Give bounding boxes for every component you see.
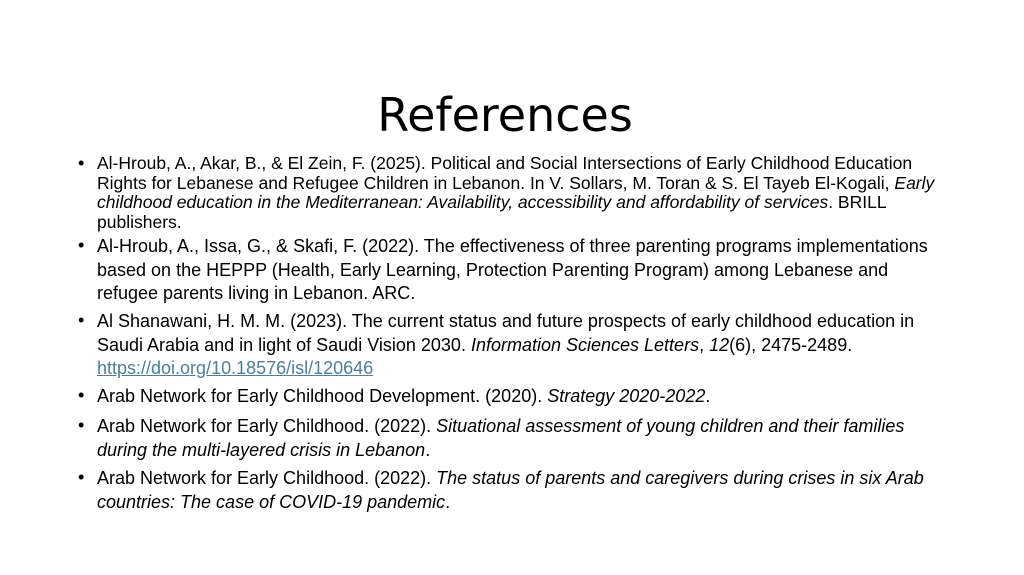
reference-text: Arab Network for Early Childhood. (2022). The status of parents and caregivers during crises in six Arab countries: The case of COVID-19 pandemic. <box>97 468 924 512</box>
bullet-icon: • <box>78 385 85 405</box>
reference-document-title: Situational assessment of young children and their families during the multi-layered crisis in Lebanon <box>97 416 905 460</box>
reference-volume: 12 <box>709 334 730 355</box>
reference-text: Al-Hroub, A., Issa, G., & Skafi, F. (2022). The effectiveness of three parenting programs implementations based on the HEPPP (Health, Early Learning, Protection Parenting Program) among Lebanese and refugee parents living in Lebanon. ARC. <box>97 236 928 303</box>
reference-text: Arab Network for Early Childhood Development. (2020). Strategy 2020-2022. <box>97 386 711 406</box>
doi-link[interactable]: https://doi.org/10.18576/isl/120646 <box>97 358 374 378</box>
reference-document-title: The status of parents and caregivers during crises in six Arab countries: The case of COVID-19 pandemic <box>97 468 924 512</box>
bullet-icon: • <box>78 415 85 435</box>
bullet-icon: • <box>78 467 85 487</box>
reference-document-title: Strategy 2020-2022 <box>547 386 706 406</box>
reference-text: Arab Network for Early Childhood. (2022). Situational assessment of young children and their families during the multi-layered crisis in Lebanon. <box>97 416 905 460</box>
reference-text: Al Shanawani, H. M. M. (2023). The current status and future prospects of early childhood education in Saudi Arabia and in light of Saudi Vision 2030. Information Sciences Letters, 12(6), 2475-2489. https://doi.org/10.18576/isl/120646 <box>97 311 915 378</box>
bullet-icon: • <box>78 153 85 173</box>
reference-book-title: Early childhood education in the Mediterranean: Availability, accessibility and affordability of services <box>97 172 935 212</box>
reference-text: Al-Hroub, A., Akar, B., & El Zein, F. (2025). Political and Social Intersections of Early Childhood Education Rights for Lebanese and Refugee Children in Lebanon. In V. Sollars, M. Toran & S. El Tayeb El-Kogali, Early childhood education in the Mediterranean: Availability, accessibility and affordability of services. BRILL publishers. <box>97 153 935 232</box>
reference-journal-title: Information Sciences Letters <box>470 334 700 355</box>
bullet-icon: • <box>78 235 85 255</box>
slide-title: References <box>377 87 633 142</box>
bullet-icon: • <box>78 310 85 330</box>
